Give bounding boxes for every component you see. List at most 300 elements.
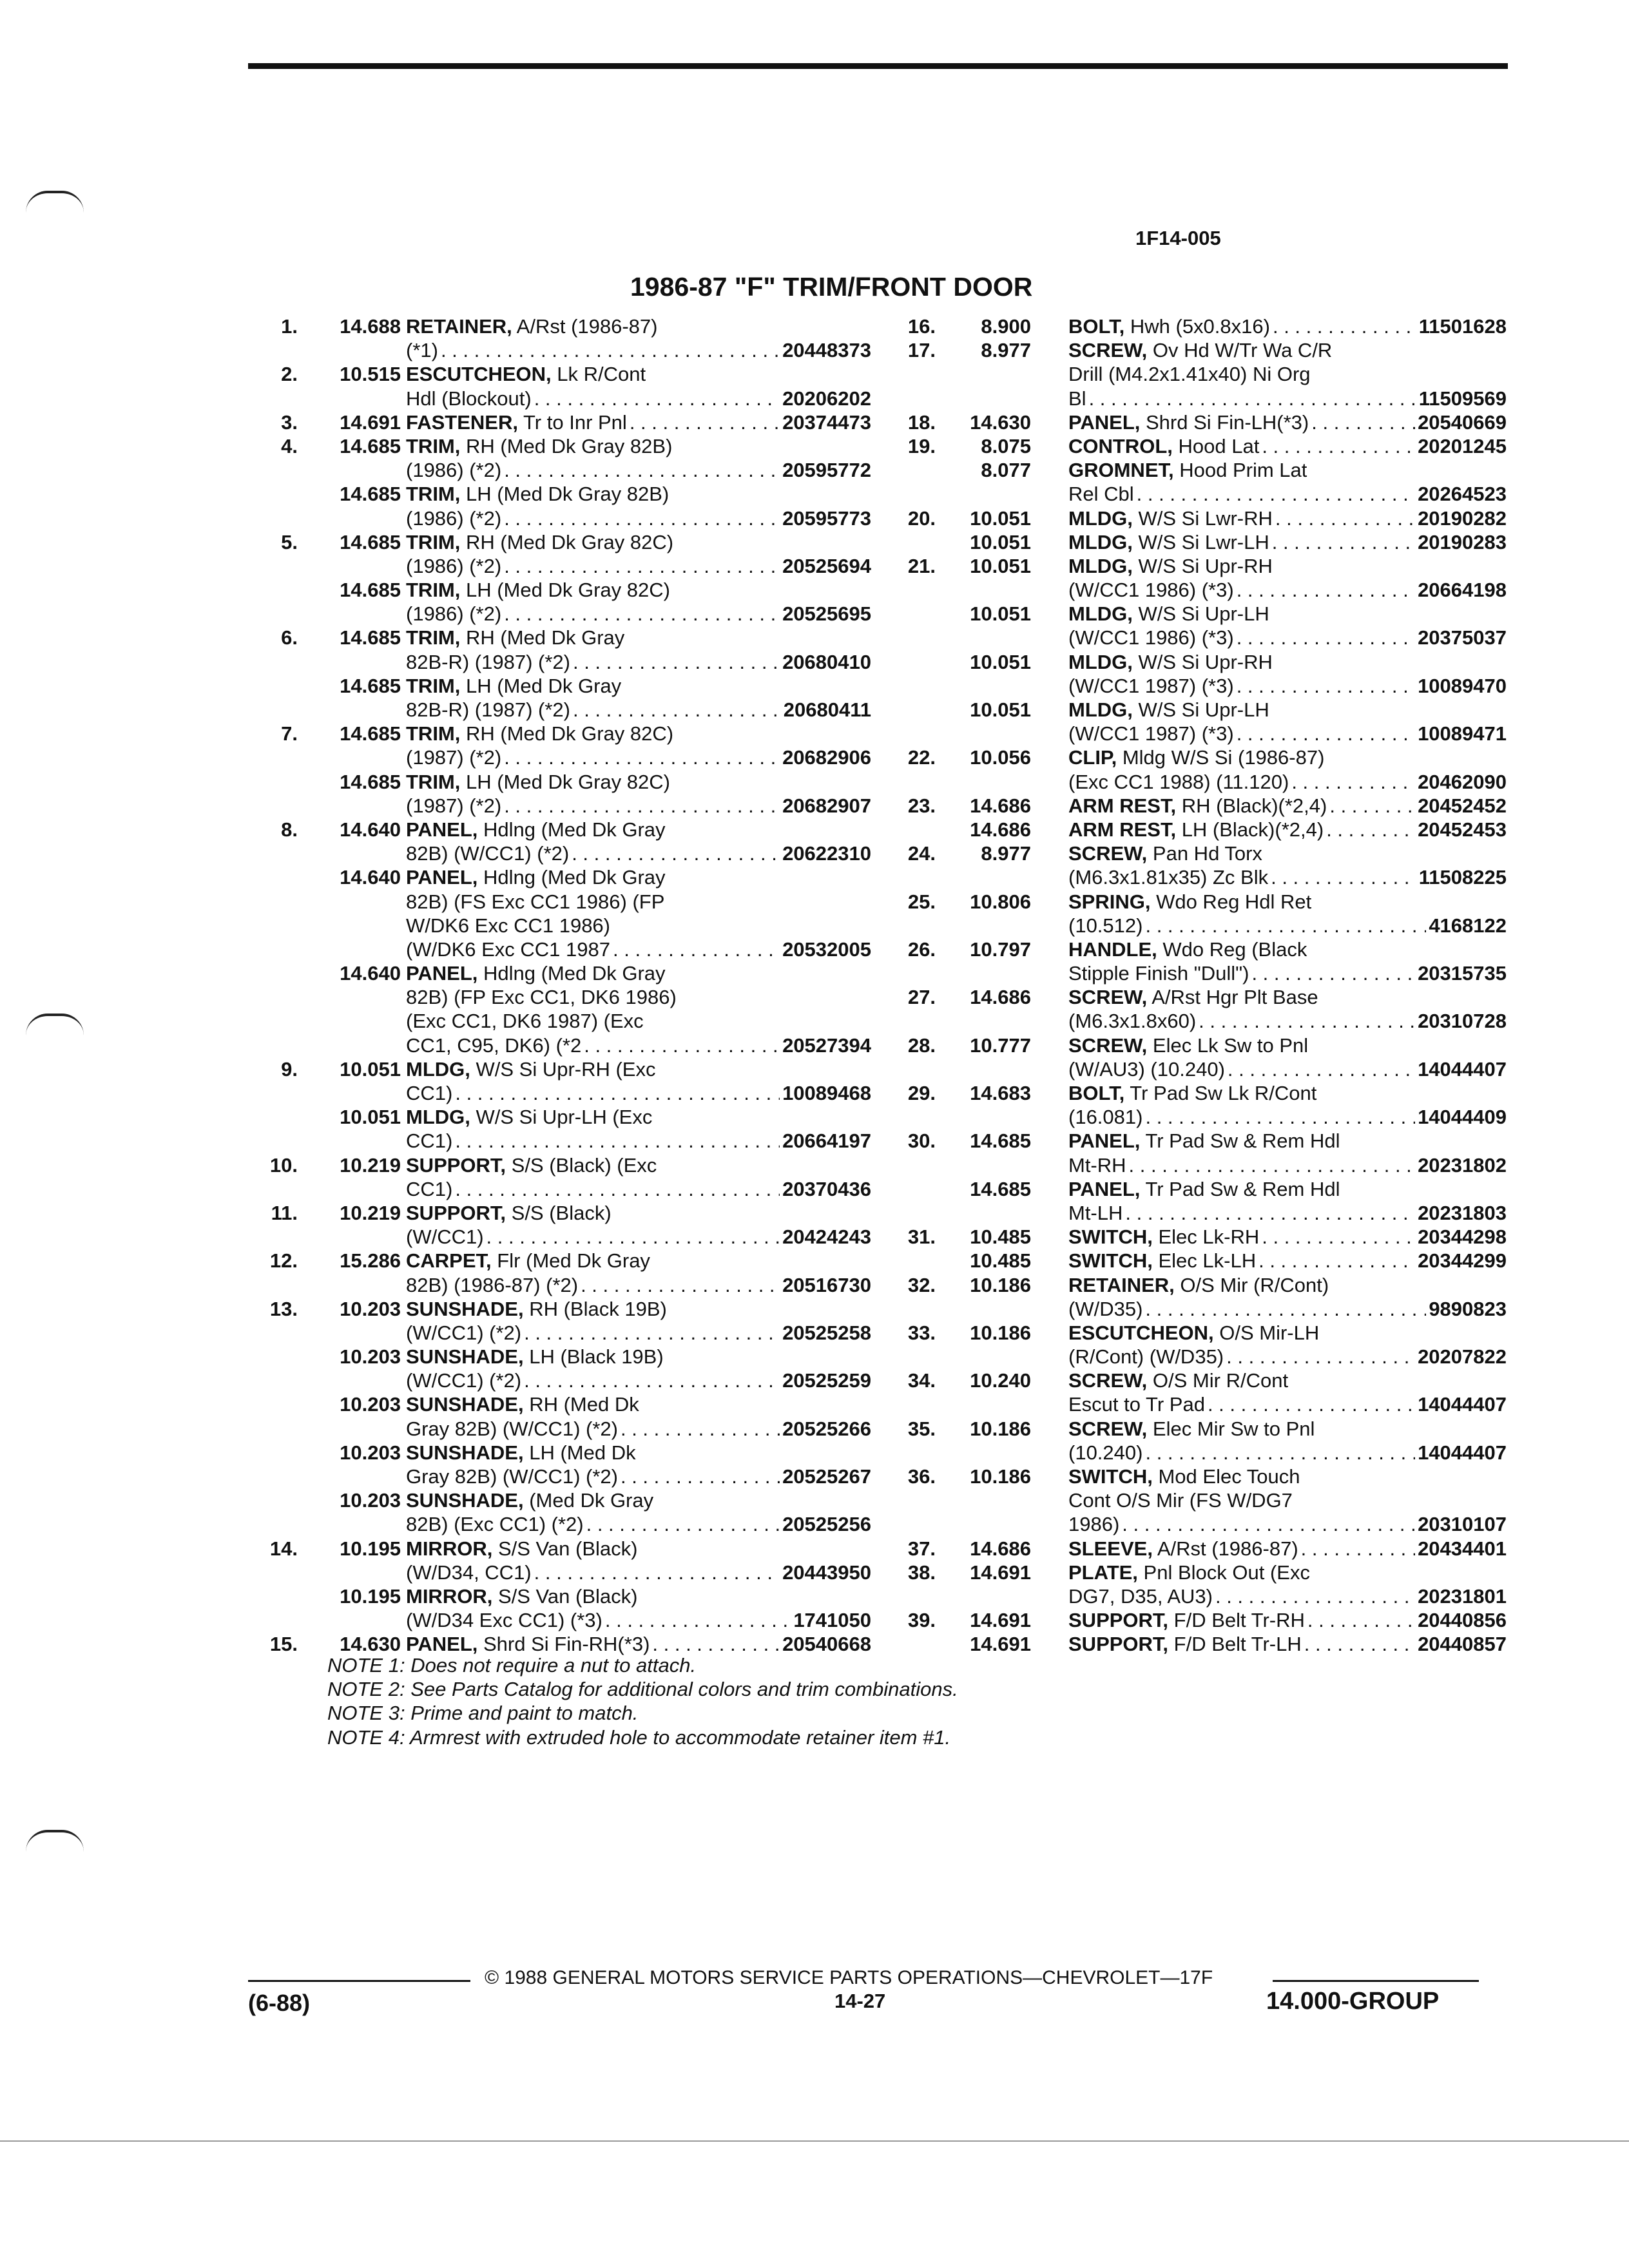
item-number: 21. bbox=[907, 554, 936, 577]
part-name: SUNSHADE, bbox=[406, 1393, 524, 1416]
binder-hole-mark bbox=[26, 191, 84, 213]
part-detail: 82B) (W/CC1) (*2) bbox=[406, 842, 570, 865]
dot-leader bbox=[1089, 387, 1416, 410]
group-number: 10.203 bbox=[340, 1297, 401, 1320]
binder-hole-mark bbox=[26, 1014, 84, 1035]
part-detail: Hood Prim Lat bbox=[1173, 459, 1307, 482]
group-number: 14.685 bbox=[340, 483, 401, 506]
group-number: 14.686 bbox=[970, 986, 1031, 1009]
part-name: MIRROR, bbox=[406, 1584, 493, 1608]
group-number: 10.186 bbox=[970, 1417, 1031, 1440]
part-detail: W/S Si Upr-RH (Exc bbox=[470, 1057, 656, 1081]
part-description bbox=[406, 1081, 871, 1105]
dot-leader bbox=[524, 1321, 780, 1345]
part-detail: A/Rst Hgr Plt Base bbox=[1147, 986, 1318, 1009]
part-description bbox=[406, 890, 871, 914]
part-description bbox=[1068, 1561, 1507, 1584]
part-description bbox=[406, 1608, 871, 1632]
part-detail: Mod Elec Touch bbox=[1152, 1465, 1300, 1488]
part-detail: RH (Black 19B) bbox=[523, 1297, 667, 1320]
part-number: 20664197 bbox=[782, 1129, 871, 1153]
part-description bbox=[406, 794, 871, 818]
part-name: SUNSHADE, bbox=[406, 1441, 524, 1464]
part-description bbox=[1068, 1584, 1507, 1608]
group-number: 14.685 bbox=[340, 722, 401, 745]
dot-leader bbox=[586, 1512, 780, 1536]
group-number: 14.691 bbox=[970, 1561, 1031, 1584]
part-detail: Hdlng (Med Dk Gray bbox=[477, 818, 666, 841]
dot-leader bbox=[455, 1177, 780, 1201]
part-description bbox=[406, 1632, 871, 1656]
dot-leader bbox=[584, 1033, 780, 1057]
group-number: 14.691 bbox=[970, 1633, 1031, 1656]
dot-leader bbox=[1262, 1225, 1415, 1249]
part-detail: (16.081) bbox=[1068, 1106, 1143, 1129]
part-detail: (1986) (*2) bbox=[406, 554, 502, 577]
part-description bbox=[406, 314, 871, 338]
part-description bbox=[1068, 745, 1507, 769]
part-number: 20525259 bbox=[782, 1369, 871, 1392]
part-detail: (W/D35) bbox=[1068, 1297, 1143, 1320]
footer-page-number: 14-27 bbox=[834, 1990, 886, 2012]
dot-leader bbox=[1237, 578, 1415, 602]
part-name: SPRING, bbox=[1068, 890, 1151, 913]
part-number: 20190282 bbox=[1418, 506, 1507, 530]
part-description bbox=[1068, 1033, 1507, 1057]
item-number: 24. bbox=[907, 842, 936, 865]
dot-leader bbox=[573, 698, 781, 722]
part-detail: W/S Si Upr-RH bbox=[1132, 650, 1273, 673]
part-detail: (W/AU3) (10.240) bbox=[1068, 1057, 1225, 1081]
part-detail: O/S Mir (R/Cont) bbox=[1174, 1273, 1329, 1296]
part-number: 20525256 bbox=[782, 1513, 871, 1536]
group-number: 10.515 bbox=[340, 363, 401, 386]
part-name: CLIP, bbox=[1068, 746, 1117, 769]
part-description bbox=[406, 482, 871, 506]
part-detail: 82B) (Exc CC1) (*2) bbox=[406, 1513, 584, 1536]
part-detail: LH (Med Dk Gray 82C) bbox=[460, 579, 670, 602]
part-description bbox=[406, 1321, 871, 1345]
dot-leader bbox=[504, 554, 780, 578]
part-name: ARM REST, bbox=[1068, 818, 1177, 841]
part-detail: 82B) (1986-87) (*2) bbox=[406, 1273, 579, 1296]
part-detail: Elec Lk-LH bbox=[1152, 1249, 1257, 1273]
part-number: 10089468 bbox=[782, 1082, 871, 1104]
part-detail: LH (Black 19B) bbox=[523, 1345, 664, 1369]
group-number: 15.286 bbox=[340, 1249, 401, 1273]
part-detail: Pnl Block Out (Exc bbox=[1137, 1561, 1310, 1584]
part-detail: Hwh (5x0.8x16) bbox=[1124, 315, 1270, 338]
item-number: 23. bbox=[907, 794, 936, 817]
part-name: CARPET, bbox=[406, 1249, 492, 1273]
group-number: 10.240 bbox=[970, 1369, 1031, 1392]
part-number: 20525266 bbox=[782, 1417, 871, 1440]
part-detail: 82B) (FP Exc CC1, DK6 1986) bbox=[406, 986, 677, 1009]
part-description bbox=[1068, 674, 1507, 698]
part-description bbox=[1068, 1441, 1507, 1465]
group-number: 14.686 bbox=[970, 1537, 1031, 1560]
part-detail: LH (Med Dk Gray 82B) bbox=[460, 483, 670, 506]
part-number: 20525267 bbox=[782, 1465, 871, 1488]
part-name: SCREW, bbox=[1068, 1369, 1148, 1392]
item-number: 9. bbox=[281, 1057, 298, 1081]
part-detail: S/S (Black) bbox=[506, 1201, 612, 1224]
part-description bbox=[406, 362, 871, 386]
part-detail: (W/DK6 Exc CC1 1987 bbox=[406, 937, 610, 961]
part-detail: Elec Lk-RH bbox=[1152, 1225, 1260, 1249]
group-number: 10.195 bbox=[340, 1537, 401, 1560]
group-number: 10.485 bbox=[970, 1225, 1031, 1249]
part-description bbox=[406, 1009, 871, 1033]
part-description bbox=[406, 434, 871, 458]
part-description bbox=[406, 722, 871, 745]
item-number: 26. bbox=[907, 937, 936, 961]
part-name: MLDG, bbox=[1068, 554, 1133, 577]
item-number: 3. bbox=[281, 410, 298, 434]
dot-leader bbox=[605, 1608, 791, 1632]
top-rule bbox=[248, 63, 1508, 69]
part-detail: Drill (M4.2x1.41x40) Ni Org bbox=[1068, 363, 1311, 386]
part-description bbox=[1068, 794, 1507, 818]
part-detail: (M6.3x1.8x60) bbox=[1068, 1010, 1197, 1033]
part-description bbox=[406, 650, 871, 674]
part-name: MIRROR, bbox=[406, 1537, 493, 1560]
item-number: 2. bbox=[281, 363, 298, 386]
dot-leader bbox=[652, 1632, 780, 1656]
part-detail: (W/CC1) bbox=[406, 1225, 484, 1249]
part-detail: 82B) (FS Exc CC1 1986) (FP bbox=[406, 890, 665, 913]
dot-leader bbox=[1215, 1584, 1415, 1608]
part-number: 1741050 bbox=[793, 1609, 871, 1632]
part-name: RETAINER, bbox=[406, 315, 512, 338]
dot-leader bbox=[621, 1417, 780, 1441]
dot-leader bbox=[1145, 1441, 1415, 1465]
page-id: 1F14-005 bbox=[1135, 227, 1221, 249]
part-description bbox=[406, 1584, 871, 1608]
part-description bbox=[1068, 865, 1507, 889]
group-number: 10.203 bbox=[340, 1345, 401, 1369]
part-detail: Mldg W/S Si (1986-87) bbox=[1117, 746, 1325, 769]
group-number: 14.686 bbox=[970, 794, 1031, 817]
part-detail: (W/CC1 1986) (*3) bbox=[1068, 579, 1234, 602]
item-number: 7. bbox=[281, 722, 298, 745]
part-description bbox=[1068, 554, 1507, 578]
note: NOTE 1: Does not require a nut to attach. bbox=[327, 1654, 697, 1677]
dot-leader bbox=[1311, 410, 1415, 434]
dot-leader bbox=[1271, 865, 1416, 889]
part-description bbox=[1068, 890, 1507, 914]
part-description bbox=[1068, 698, 1507, 722]
dot-leader bbox=[1145, 1105, 1415, 1129]
part-detail: Hdlng (Med Dk Gray bbox=[477, 962, 666, 985]
item-number: 8. bbox=[281, 818, 298, 841]
part-number: 11508225 bbox=[1418, 866, 1507, 889]
part-description bbox=[406, 387, 871, 410]
part-name: MLDG, bbox=[406, 1106, 470, 1129]
part-description bbox=[406, 961, 871, 985]
part-detail: Tr Pad Sw & Rem Hdl bbox=[1140, 1129, 1340, 1153]
item-number: 34. bbox=[907, 1369, 936, 1392]
part-name: TRIM, bbox=[406, 626, 461, 649]
dot-leader bbox=[1258, 1249, 1415, 1273]
group-number: 10.195 bbox=[340, 1584, 401, 1608]
part-number: 20374473 bbox=[782, 410, 871, 434]
group-number: 14.685 bbox=[340, 770, 401, 793]
group-number: 14.683 bbox=[970, 1082, 1031, 1104]
part-description bbox=[406, 1153, 871, 1177]
part-description bbox=[406, 1561, 871, 1584]
item-number: 11. bbox=[271, 1201, 298, 1224]
part-number: 20434401 bbox=[1418, 1537, 1507, 1560]
part-name: SUPPORT, bbox=[1068, 1609, 1169, 1632]
part-description bbox=[406, 1201, 871, 1225]
footer-rule bbox=[1273, 1980, 1479, 1982]
dot-leader bbox=[1272, 530, 1415, 554]
part-number: 20525694 bbox=[782, 554, 871, 577]
dot-leader bbox=[1237, 722, 1415, 745]
part-name: MLDG, bbox=[1068, 602, 1133, 626]
part-description bbox=[1068, 506, 1507, 530]
part-number: 11509569 bbox=[1418, 387, 1507, 410]
part-number: 20201245 bbox=[1418, 434, 1507, 457]
dot-leader bbox=[524, 1369, 780, 1392]
part-number: 20344299 bbox=[1418, 1249, 1507, 1273]
note: NOTE 3: Prime and paint to match. bbox=[327, 1702, 639, 1725]
part-detail: Mt-RH bbox=[1068, 1153, 1126, 1177]
part-detail: 82B-R) (1987) (*2) bbox=[406, 698, 570, 721]
part-description bbox=[1068, 1129, 1507, 1153]
item-number: 1. bbox=[281, 315, 298, 338]
part-detail: Rel Cbl bbox=[1068, 483, 1134, 506]
part-number: 20310728 bbox=[1418, 1010, 1507, 1033]
part-name: MLDG, bbox=[1068, 506, 1133, 530]
item-number: 4. bbox=[281, 434, 298, 457]
dot-leader bbox=[1326, 818, 1415, 841]
part-detail: Escut to Tr Pad bbox=[1068, 1393, 1205, 1416]
item-number: 25. bbox=[907, 890, 936, 913]
part-name: PLATE, bbox=[1068, 1561, 1138, 1584]
part-description bbox=[1068, 1081, 1507, 1105]
part-detail: Shrd Si Fin-LH(*3) bbox=[1140, 410, 1309, 434]
dot-leader bbox=[1226, 1345, 1415, 1369]
scan-edge-line bbox=[0, 2140, 1629, 2142]
part-description bbox=[1068, 1632, 1507, 1656]
dot-leader bbox=[573, 650, 780, 674]
part-description bbox=[1068, 1488, 1507, 1512]
part-number: 20231803 bbox=[1418, 1201, 1507, 1224]
part-number: 20448373 bbox=[782, 339, 871, 362]
part-description bbox=[406, 745, 871, 769]
part-detail: W/S Si Upr-LH bbox=[1132, 698, 1269, 721]
dot-leader bbox=[1122, 1512, 1415, 1536]
group-number: 10.186 bbox=[970, 1321, 1031, 1344]
item-number: 27. bbox=[907, 986, 936, 1009]
page-title: 1986-87 "F" TRIM/FRONT DOOR bbox=[630, 272, 1033, 302]
part-description bbox=[1068, 578, 1507, 602]
dot-leader bbox=[581, 1273, 780, 1297]
part-name: PANEL, bbox=[406, 962, 478, 985]
part-description bbox=[406, 1105, 871, 1129]
group-number: 10.051 bbox=[970, 530, 1031, 553]
part-detail: (1986) (*2) bbox=[406, 506, 502, 530]
part-name: SCREW, bbox=[1068, 339, 1148, 362]
part-description bbox=[1068, 1225, 1507, 1249]
part-name: TRIM, bbox=[406, 530, 461, 553]
part-description bbox=[406, 1177, 871, 1201]
part-description bbox=[406, 1273, 871, 1297]
part-description bbox=[1068, 1417, 1507, 1441]
part-detail: A/Rst (1986-87) bbox=[1152, 1537, 1298, 1560]
group-number: 10.051 bbox=[970, 698, 1031, 721]
group-number: 14.685 bbox=[340, 579, 401, 602]
part-name: MLDG, bbox=[1068, 530, 1133, 553]
part-number: 20190283 bbox=[1418, 530, 1507, 553]
part-description bbox=[406, 1392, 871, 1416]
part-detail: Wdo Reg (Black bbox=[1157, 937, 1307, 961]
group-number: 8.977 bbox=[981, 339, 1031, 362]
part-description bbox=[1068, 722, 1507, 745]
part-description bbox=[1068, 914, 1507, 937]
part-description bbox=[1068, 602, 1507, 626]
group-number: 14.640 bbox=[340, 818, 401, 841]
part-detail: Cont O/S Mir (FS W/DG7 bbox=[1068, 1489, 1293, 1512]
part-description bbox=[1068, 937, 1507, 961]
part-name: PANEL, bbox=[1068, 1177, 1141, 1200]
part-name: RETAINER, bbox=[1068, 1273, 1175, 1296]
dot-leader bbox=[534, 1561, 780, 1584]
item-number: 38. bbox=[907, 1561, 936, 1584]
part-detail: Pan Hd Torx bbox=[1147, 842, 1262, 865]
part-name: FASTENER, bbox=[406, 410, 518, 434]
part-number: 20462090 bbox=[1418, 770, 1507, 793]
part-name: MLDG, bbox=[1068, 698, 1133, 721]
dot-leader bbox=[1307, 1608, 1415, 1632]
item-number: 35. bbox=[907, 1417, 936, 1440]
item-number: 37. bbox=[907, 1537, 936, 1560]
part-number: 20516730 bbox=[782, 1273, 871, 1296]
group-number: 10.203 bbox=[340, 1489, 401, 1512]
part-detail: (*1) bbox=[406, 339, 438, 362]
part-detail: (W/CC1 1986) (*3) bbox=[1068, 626, 1234, 649]
part-description bbox=[1068, 458, 1507, 482]
part-description bbox=[1068, 1345, 1507, 1369]
part-name: ESCUTCHEON, bbox=[406, 363, 552, 386]
part-description bbox=[1068, 387, 1507, 410]
part-number: 20532005 bbox=[782, 937, 871, 961]
part-detail: (R/Cont) (W/D35) bbox=[1068, 1345, 1224, 1369]
part-description bbox=[406, 410, 871, 434]
group-number: 10.203 bbox=[340, 1441, 401, 1464]
dot-leader bbox=[504, 506, 780, 530]
part-detail: 82B-R) (1987) (*2) bbox=[406, 650, 570, 673]
part-detail: Wdo Reg Hdl Ret bbox=[1150, 890, 1312, 913]
dot-leader bbox=[534, 387, 780, 410]
part-number: 20664198 bbox=[1418, 579, 1507, 602]
part-description bbox=[406, 937, 871, 961]
group-number: 14.685 bbox=[340, 530, 401, 553]
item-number: 32. bbox=[907, 1273, 936, 1296]
part-description bbox=[1068, 434, 1507, 458]
item-number: 14. bbox=[269, 1537, 298, 1560]
footer-group: 14.000-GROUP bbox=[1266, 1988, 1440, 2015]
dot-leader bbox=[1329, 794, 1415, 818]
part-detail: DG7, D35, AU3) bbox=[1068, 1584, 1213, 1608]
part-detail: (1987) (*2) bbox=[406, 746, 502, 769]
part-detail: LH (Med Dk bbox=[523, 1441, 636, 1464]
part-detail: S/S Van (Black) bbox=[492, 1537, 638, 1560]
part-description bbox=[1068, 1009, 1507, 1033]
part-detail: (W/CC1 1987) (*3) bbox=[1068, 674, 1234, 697]
dot-leader bbox=[1273, 314, 1416, 338]
part-description bbox=[406, 818, 871, 841]
part-detail: Tr Pad Sw & Rem Hdl bbox=[1140, 1177, 1340, 1200]
part-description bbox=[406, 1465, 871, 1488]
part-detail: S/S Van (Black) bbox=[492, 1584, 638, 1608]
part-description bbox=[406, 602, 871, 626]
group-number: 10.051 bbox=[970, 554, 1031, 577]
part-detail: 1986) bbox=[1068, 1513, 1120, 1536]
part-number: 20206202 bbox=[782, 387, 871, 410]
part-detail: (1986) (*2) bbox=[406, 459, 502, 482]
part-detail: Tr Pad Sw Lk R/Cont bbox=[1124, 1082, 1317, 1104]
item-number: 10. bbox=[269, 1153, 298, 1177]
group-number: 14.630 bbox=[340, 1633, 401, 1656]
part-detail: (W/CC1) (*2) bbox=[406, 1369, 522, 1392]
dot-leader bbox=[1137, 482, 1415, 506]
part-description bbox=[406, 1417, 871, 1441]
part-description bbox=[1068, 1321, 1507, 1345]
part-name: MLDG, bbox=[406, 1057, 470, 1081]
group-number: 8.900 bbox=[981, 315, 1031, 338]
item-number: 39. bbox=[907, 1609, 936, 1632]
part-name: TRIM, bbox=[406, 674, 461, 697]
part-detail: Hood Lat bbox=[1172, 434, 1260, 457]
part-number: 20440857 bbox=[1418, 1633, 1507, 1656]
part-detail: Gray 82B) (W/CC1) (*2) bbox=[406, 1417, 618, 1440]
part-description bbox=[1068, 1465, 1507, 1488]
note: NOTE 4: Armrest with extruded hole to accommodate retainer item #1. bbox=[327, 1725, 951, 1749]
part-detail: (10.240) bbox=[1068, 1441, 1143, 1464]
part-number: 20525258 bbox=[782, 1321, 871, 1344]
item-number: 33. bbox=[907, 1321, 936, 1344]
part-number: 14044407 bbox=[1418, 1441, 1507, 1464]
group-number: 8.077 bbox=[981, 459, 1031, 482]
dot-leader bbox=[1275, 506, 1415, 530]
part-detail: W/S Si Upr-LH (Exc bbox=[470, 1106, 653, 1129]
part-detail: (W/D34, CC1) bbox=[406, 1561, 532, 1584]
part-description bbox=[1068, 1392, 1507, 1416]
part-name: PANEL, bbox=[406, 818, 478, 841]
part-number: 20207822 bbox=[1418, 1345, 1507, 1369]
item-number: 30. bbox=[907, 1129, 936, 1153]
part-number: 20424243 bbox=[782, 1225, 871, 1249]
part-description bbox=[1068, 1608, 1507, 1632]
part-number: 14044407 bbox=[1418, 1393, 1507, 1416]
part-detail: LH (Black)(*2,4) bbox=[1176, 818, 1324, 841]
part-name: TRIM, bbox=[406, 579, 461, 602]
part-name: SWITCH, bbox=[1068, 1465, 1153, 1488]
dot-leader bbox=[630, 410, 780, 434]
part-description bbox=[406, 458, 871, 482]
dot-leader bbox=[455, 1081, 780, 1105]
part-detail: RH (Med Dk Gray 82C) bbox=[460, 530, 674, 553]
item-number: 18. bbox=[907, 410, 936, 434]
dot-leader bbox=[504, 745, 780, 769]
item-number: 31. bbox=[907, 1225, 936, 1249]
note: NOTE 2: See Parts Catalog for additional colors and trim combinations. bbox=[327, 1678, 958, 1701]
part-number: 20622310 bbox=[782, 842, 871, 865]
part-number: 20231802 bbox=[1418, 1153, 1507, 1177]
